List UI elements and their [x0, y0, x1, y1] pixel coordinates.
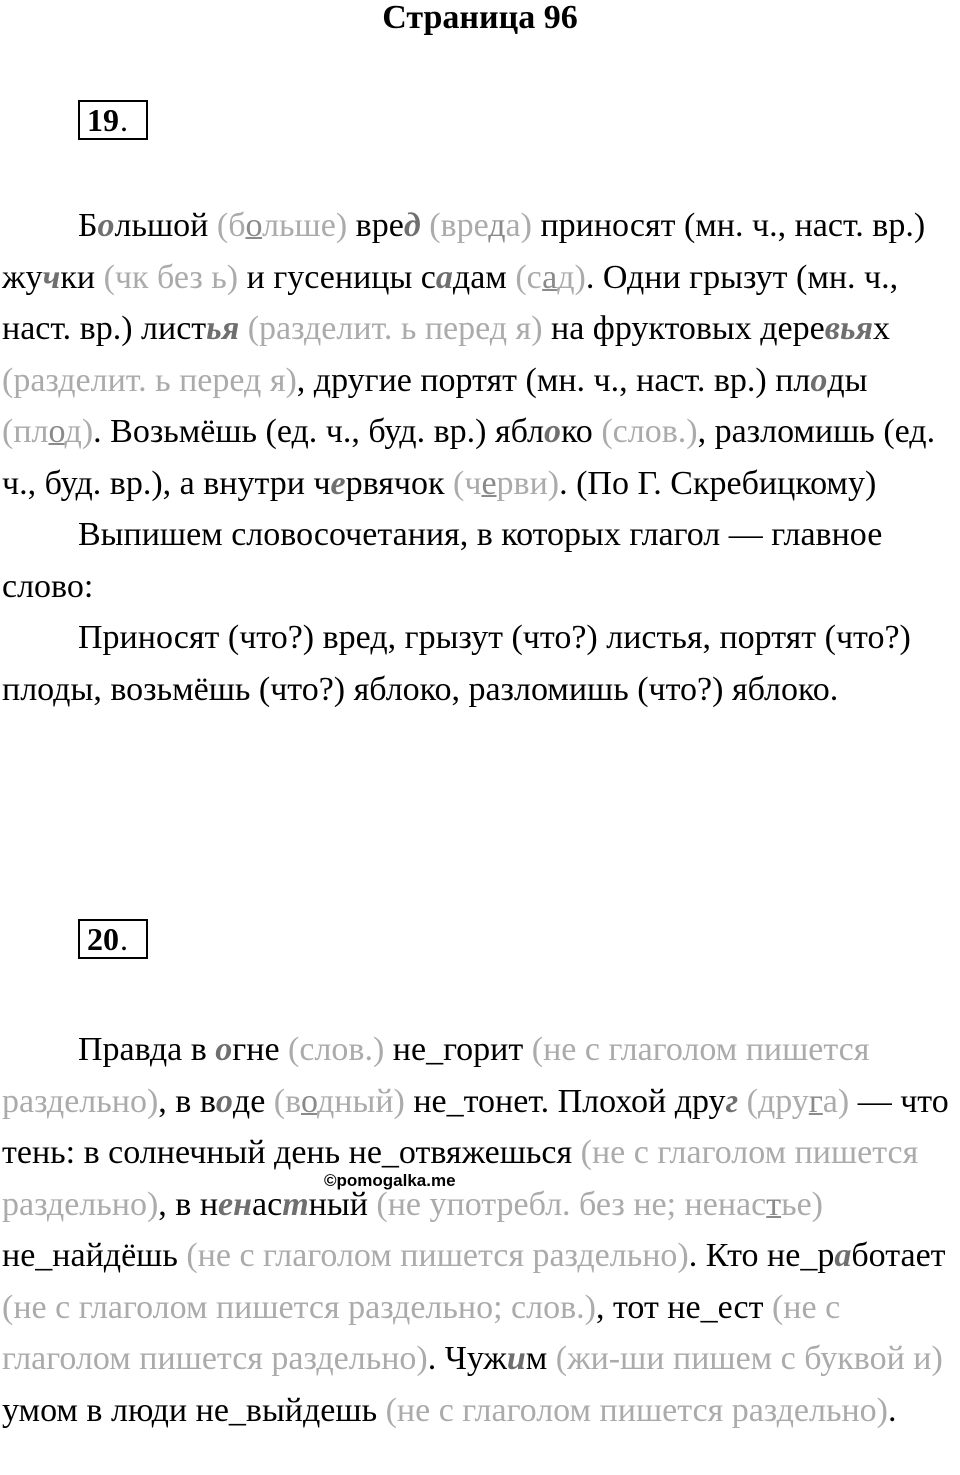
check-letter: е — [481, 464, 497, 502]
rule-hint: (в — [273, 1082, 301, 1120]
text-run: м — [525, 1340, 556, 1377]
rule-hint: льше) — [262, 207, 348, 244]
text-run: х — [873, 310, 890, 347]
task-text — [2, 1024, 957, 1436]
page-title: Страница 96 — [382, 0, 578, 36]
text-run: дам — [452, 258, 516, 296]
highlighted-letter: ья — [206, 310, 240, 347]
task-number: 19 — [87, 102, 119, 138]
rule-hint: (слов.) — [288, 1031, 385, 1068]
highlighted-letter: о — [97, 207, 115, 244]
rule-hint: (чк без ь) — [103, 258, 239, 296]
highlighted-letter: о — [810, 361, 828, 399]
text-run: , тот не_ест — [595, 1288, 772, 1326]
highlighted-letter: г — [725, 1082, 739, 1120]
text-run: ки — [60, 258, 104, 296]
task-number-dot: . — [120, 921, 128, 957]
rule-hint: (жи-ши пишем с буквой и) — [555, 1340, 943, 1377]
text-run: . (По Г. Скребицкому) — [559, 464, 877, 502]
highlighted-letter: а — [435, 258, 453, 296]
rule-hint: (не с глаголом пишется раздельно) — [186, 1237, 689, 1274]
text-run: , в в — [158, 1082, 216, 1120]
check-letter: т — [766, 1185, 782, 1223]
text-run: не_найдёшь — [2, 1237, 187, 1274]
text-run: . Возьмёшь (ед. ч., буд. вр.) ябл — [93, 413, 545, 450]
text-run: ды — [827, 361, 868, 399]
text-run: Выпишем словосочетания, в которых глагол — главное слово: — [2, 516, 883, 605]
paragraph — [2, 200, 957, 509]
rule-hint: (слов.) — [601, 413, 698, 450]
paragraph — [2, 509, 957, 612]
rule-hint: д) — [557, 258, 586, 296]
text-run: Б — [78, 207, 98, 244]
text-run: рвячок — [345, 464, 454, 502]
rule-hint: а) — [822, 1082, 850, 1120]
paragraph — [2, 1024, 957, 1436]
check-letter: о — [245, 207, 263, 244]
rule-hint: д) — [64, 413, 94, 450]
text-run: не_тонет. Плохой дру — [404, 1082, 726, 1120]
check-letter: г — [808, 1082, 823, 1120]
highlighted-letter: а — [834, 1237, 852, 1274]
text-run — [239, 310, 248, 347]
text-run: на фруктовых дере — [542, 310, 825, 347]
highlighted-letter: о — [215, 1031, 233, 1068]
text-run: де — [232, 1082, 274, 1120]
highlighted-letter: и — [506, 1340, 526, 1377]
text-run: вре — [347, 207, 404, 244]
rule-hint: (вре — [429, 207, 489, 244]
rule-hint: (не употребл. без не; ненас — [376, 1185, 767, 1223]
rule-hint: (не с глаголом пишется раздельно) — [2, 1134, 919, 1223]
highlighted-letter: д — [403, 207, 421, 244]
task-number: 20 — [87, 921, 119, 957]
highlighted-letter: вья — [824, 310, 873, 347]
text-run: не_горит — [384, 1031, 532, 1068]
text-run: умом в люди не_выйдешь — [2, 1391, 386, 1429]
rule-hint: дный) — [316, 1082, 405, 1120]
text-run: Правда в — [78, 1031, 216, 1068]
text-run — [421, 207, 430, 244]
paragraph — [2, 612, 957, 715]
rule-hint: (б — [216, 207, 246, 244]
highlighted-letter: ч — [42, 258, 61, 296]
highlighted-letter: ен — [218, 1185, 253, 1223]
text-run: — что тень: в солнечный день не_отвяжешься — [2, 1082, 949, 1171]
text-run: ас — [252, 1185, 283, 1223]
check-letter: д — [488, 207, 506, 244]
check-letter: о — [300, 1082, 317, 1120]
text-run: приносят (мн. ч., наст. вр.) жу — [2, 207, 926, 296]
rule-hint: рви) — [496, 464, 560, 502]
text-run: . Чуж — [427, 1340, 507, 1377]
text-run: ный — [308, 1185, 377, 1223]
text-run: льшой — [114, 207, 217, 244]
rule-hint: (разделит. ь перед я) — [2, 361, 297, 399]
rule-hint: а) — [505, 207, 532, 244]
text-run: . — [888, 1391, 897, 1429]
text-run: ботает — [851, 1237, 946, 1274]
task-number-box — [78, 919, 148, 959]
rule-hint: (с — [515, 258, 543, 296]
check-letter: а — [542, 258, 558, 296]
highlighted-letter: о — [215, 1082, 233, 1120]
text-run: . Одни грызут (мн. ч., наст. вр.) лист — [2, 258, 899, 347]
text-run: ко — [561, 413, 602, 450]
rule-hint: (разделит. ь перед я) — [247, 310, 543, 347]
watermark: ©pomogalka.me — [324, 1171, 456, 1190]
text-run: , разломишь (ед. ч., буд. вр.), а внутри ч — [2, 413, 936, 502]
text-run: , в н — [158, 1185, 219, 1223]
rule-hint: (не с глаголом пишется раздельно) — [385, 1391, 889, 1429]
rule-hint: (дру — [746, 1082, 809, 1120]
text-run: и гусеницы с — [238, 258, 436, 296]
check-letter: о — [48, 413, 65, 450]
rule-hint: (не с глаголом пишется раздельно) — [2, 1031, 870, 1120]
task-number-box — [78, 100, 148, 140]
text-run — [738, 1083, 747, 1120]
rule-hint: (не с глаголом пишется раздельно; слов.) — [2, 1288, 596, 1326]
task-number-dot: . — [120, 102, 128, 138]
text-run: , другие портят (мн. ч., наст. вр.) пл — [296, 361, 811, 399]
rule-hint: (ч — [453, 464, 482, 502]
text-run: гне — [232, 1031, 289, 1068]
text-run: Приносят (что?) вред, грызут (что?) листья, портят (что?) плоды, возьмёшь (что?) яблоко, разломишь (что?) яблоко. — [2, 619, 911, 708]
highlighted-letter: т — [282, 1185, 309, 1223]
highlighted-letter: о — [544, 413, 562, 450]
rule-hint: (пл — [2, 413, 49, 450]
text-run: . Кто не_р — [688, 1237, 835, 1274]
rule-hint: (не с глаголом пишется раздельно) — [2, 1288, 841, 1377]
highlighted-letter: е — [330, 464, 346, 502]
rule-hint: ье) — [781, 1185, 823, 1223]
task-text — [2, 200, 957, 715]
